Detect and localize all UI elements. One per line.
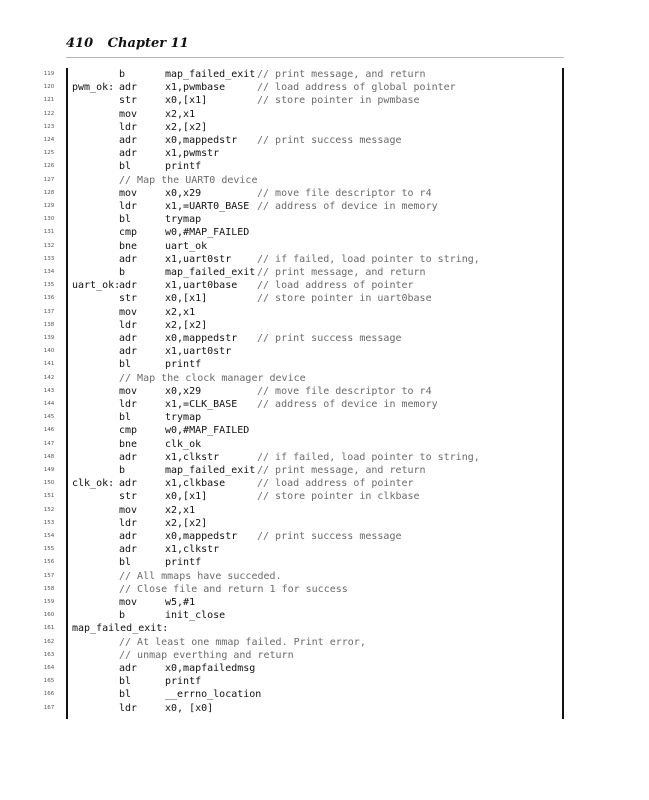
code-listing: [0, 68, 649, 720]
inline-comment: // address of device in memory: [257, 399, 438, 410]
instruction-mnemonic: adr: [119, 478, 138, 490]
instruction-operands: x0,x29: [165, 385, 202, 397]
chapter-title: Chapter 11: [107, 36, 189, 51]
instruction-operands: printf: [165, 161, 202, 173]
line-number: 150: [43, 480, 55, 487]
line-number: 146: [43, 427, 55, 434]
inline-comment: // print success message: [257, 531, 402, 542]
instruction-operands: clk_ok: [165, 438, 202, 450]
code-line: [0, 556, 560, 569]
line-number: 147: [43, 440, 55, 447]
instruction-mnemonic: cmp: [119, 227, 138, 239]
line-number: 138: [43, 321, 55, 328]
instruction-operands: w5,#1: [165, 597, 196, 608]
code-line: [0, 649, 560, 662]
instruction-operands: map_failed_exit: [165, 267, 256, 278]
line-number: 122: [43, 110, 55, 117]
instruction-mnemonic: b: [119, 267, 126, 278]
instruction-operands: x0,[x1]: [165, 293, 208, 305]
line-number: 127: [43, 176, 55, 183]
instruction-mnemonic: bne: [119, 240, 138, 252]
code-line: [0, 358, 560, 371]
instruction-mnemonic: adr: [119, 253, 138, 265]
code-line: [0, 253, 560, 266]
instruction-operands: x2,x1: [165, 108, 196, 120]
code-line: [0, 240, 560, 253]
inline-comment: // if failed, load pointer to string,: [257, 451, 480, 463]
comment-line: // Close file and return 1 for success: [119, 583, 348, 595]
line-number: 163: [43, 651, 55, 658]
code-line: [0, 570, 560, 583]
instruction-mnemonic: bl: [119, 161, 132, 173]
instruction-mnemonic: adr: [119, 148, 138, 160]
code-line: [0, 292, 560, 305]
line-number: 136: [43, 295, 55, 302]
instruction-operands: x1,clkstr: [165, 544, 220, 556]
line-number: 133: [43, 255, 55, 262]
line-number: 155: [43, 546, 55, 553]
instruction-operands: x0,[x1]: [165, 491, 208, 503]
line-number: 130: [43, 216, 55, 223]
instruction-operands: trymap: [165, 412, 202, 424]
line-number: 135: [43, 282, 55, 289]
instruction-operands: x0,mappedstr: [165, 333, 238, 344]
code-line: [0, 68, 560, 81]
code-line: [0, 702, 560, 715]
instruction-operands: __errno_location: [165, 689, 262, 701]
instruction-mnemonic: bne: [119, 438, 138, 450]
inline-comment: // load address of global pointer: [257, 82, 456, 94]
instruction-operands: x1,pwmstr: [165, 148, 220, 160]
instruction-mnemonic: ldr: [119, 319, 138, 331]
instruction-mnemonic: bl: [119, 676, 132, 688]
line-number: 166: [43, 691, 55, 698]
code-line: [0, 517, 560, 530]
inline-comment: // print success message: [257, 135, 402, 146]
code-line: [0, 622, 560, 635]
instruction-operands: x0,[x1]: [165, 95, 208, 107]
inline-comment: // load address of pointer: [257, 478, 414, 490]
line-number: 126: [43, 163, 55, 170]
inline-comment: // store pointer in pwmbase: [257, 95, 420, 107]
code-line: [0, 108, 560, 121]
line-number: 158: [43, 585, 55, 592]
line-number: 143: [43, 387, 55, 394]
instruction-mnemonic: b: [119, 465, 126, 476]
code-line: [0, 345, 560, 358]
comment-line: // All mmaps have succeded.: [119, 570, 282, 582]
instruction-operands: printf: [165, 557, 202, 569]
instruction-mnemonic: ldr: [119, 121, 138, 133]
line-number: 139: [43, 335, 55, 341]
code-line: [0, 81, 560, 94]
instruction-operands: x2,[x2]: [165, 121, 208, 133]
instruction-operands: x1,uart0str: [165, 253, 232, 265]
instruction-mnemonic: adr: [119, 663, 138, 674]
instruction-operands: x1,pwmbase: [165, 82, 226, 94]
instruction-operands: map_failed_exit: [165, 465, 256, 476]
instruction-operands: x1,clkbase: [165, 478, 226, 490]
instruction-mnemonic: bl: [119, 557, 132, 569]
instruction-operands: x2,[x2]: [165, 517, 208, 529]
code-line: [0, 187, 560, 200]
instruction-operands: x2,[x2]: [165, 319, 208, 331]
code-label: uart_ok:: [72, 280, 121, 292]
comment-line: // At least one mmap failed. Print error,: [119, 636, 366, 648]
inline-comment: // print message, and return: [257, 267, 426, 278]
instruction-operands: x0,mapfailedmsg: [165, 663, 256, 674]
line-number: 153: [43, 519, 55, 526]
line-number: 134: [43, 269, 55, 275]
instruction-mnemonic: mov: [119, 504, 138, 516]
instruction-operands: printf: [165, 676, 202, 688]
line-number: 137: [43, 308, 55, 315]
instruction-mnemonic: adr: [119, 544, 138, 556]
line-number: 129: [43, 203, 55, 209]
instruction-mnemonic: bl: [119, 689, 132, 701]
inline-comment: // load address of pointer: [257, 280, 414, 292]
code-line: [0, 609, 560, 622]
instruction-mnemonic: ldr: [119, 399, 138, 410]
line-number: 157: [43, 572, 55, 579]
code-line: [0, 174, 560, 187]
line-number: 167: [43, 704, 55, 711]
code-line: [0, 372, 560, 385]
inline-comment: // store pointer in clkbase: [257, 491, 420, 503]
line-number: 145: [43, 414, 55, 421]
code-line: [0, 411, 560, 424]
line-number: 151: [43, 493, 55, 500]
line-number: 162: [43, 638, 55, 645]
code-line: [0, 213, 560, 226]
code-line: [0, 398, 560, 411]
code-line: [0, 94, 560, 107]
instruction-mnemonic: ldr: [119, 517, 138, 529]
instruction-operands: uart_ok: [165, 240, 208, 252]
instruction-mnemonic: adr: [119, 451, 138, 463]
code-line: [0, 319, 560, 332]
code-line: [0, 385, 560, 398]
line-number: 161: [43, 625, 55, 632]
instruction-mnemonic: mov: [119, 108, 138, 120]
instruction-mnemonic: adr: [119, 346, 138, 358]
line-number: 124: [43, 137, 55, 143]
code-label: pwm_ok:: [72, 82, 115, 94]
instruction-operands: x2,x1: [165, 306, 196, 318]
line-number: 144: [43, 401, 55, 407]
inline-comment: // print message, and return: [257, 69, 426, 80]
instruction-mnemonic: mov: [119, 385, 138, 397]
code-line: [0, 279, 560, 292]
instruction-operands: x2,x1: [165, 504, 196, 516]
code-line: [0, 464, 560, 477]
code-line: [0, 543, 560, 556]
line-number: 159: [43, 599, 55, 605]
line-number: 156: [43, 559, 55, 566]
code-line: [0, 134, 560, 147]
instruction-mnemonic: adr: [119, 82, 138, 94]
line-number: 120: [43, 84, 55, 91]
inline-comment: // print success message: [257, 333, 402, 344]
line-number: 123: [43, 123, 55, 130]
code-line: [0, 266, 560, 279]
instruction-mnemonic: bl: [119, 359, 132, 371]
code-line: [0, 636, 560, 649]
line-number: 149: [43, 467, 55, 473]
code-line: [0, 200, 560, 213]
instruction-operands: printf: [165, 359, 202, 371]
page-number: 410: [66, 36, 94, 51]
code-line: [0, 438, 560, 451]
instruction-mnemonic: mov: [119, 597, 138, 608]
header-rule: [66, 57, 564, 58]
code-line: [0, 332, 560, 345]
instruction-operands: w0,#MAP_FAILED: [165, 227, 250, 239]
instruction-operands: x1,=UART0_BASE: [165, 201, 250, 212]
line-number: 131: [43, 229, 55, 236]
instruction-operands: x0,x29: [165, 187, 202, 199]
line-number: 154: [43, 533, 55, 539]
line-number: 164: [43, 665, 55, 671]
page-header: [66, 36, 189, 51]
instruction-operands: x1,uart0str: [165, 346, 232, 358]
line-number: 132: [43, 242, 55, 249]
instruction-mnemonic: ldr: [119, 201, 138, 212]
line-number: 165: [43, 678, 55, 685]
instruction-mnemonic: str: [119, 95, 138, 107]
instruction-mnemonic: bl: [119, 412, 132, 424]
code-label: map_failed_exit:: [72, 623, 169, 635]
line-number: 121: [43, 97, 55, 104]
line-number: 119: [43, 71, 55, 77]
instruction-mnemonic: adr: [119, 135, 138, 146]
instruction-operands: map_failed_exit: [165, 69, 256, 80]
instruction-mnemonic: str: [119, 293, 138, 305]
instruction-mnemonic: adr: [119, 531, 138, 542]
instruction-operands: trymap: [165, 214, 202, 226]
instruction-operands: w0,#MAP_FAILED: [165, 425, 250, 437]
code-line: [0, 662, 560, 675]
instruction-mnemonic: adr: [119, 333, 138, 344]
code-line: [0, 675, 560, 688]
inline-comment: // move file descriptor to r4: [257, 187, 432, 199]
code-line: [0, 504, 560, 517]
instruction-mnemonic: ldr: [119, 702, 138, 714]
code-listing-right-bar: [562, 68, 564, 719]
instruction-mnemonic: b: [119, 69, 126, 80]
instruction-operands: init_close: [165, 610, 226, 622]
line-number: 128: [43, 189, 55, 196]
line-number: 148: [43, 453, 55, 460]
code-line: [0, 160, 560, 173]
line-number: 141: [43, 361, 55, 368]
comment-line: // unmap everthing and return: [119, 649, 294, 661]
instruction-mnemonic: cmp: [119, 425, 138, 437]
instruction-operands: x1,uart0base: [165, 280, 238, 292]
code-line: [0, 451, 560, 464]
code-line: [0, 226, 560, 239]
instruction-mnemonic: str: [119, 491, 138, 503]
line-number: 142: [43, 374, 55, 381]
line-number: 140: [43, 348, 55, 355]
instruction-mnemonic: adr: [119, 280, 138, 292]
code-line: [0, 530, 560, 543]
instruction-operands: x1,=CLK_BASE: [165, 399, 238, 410]
code-line: [0, 688, 560, 701]
inline-comment: // move file descriptor to r4: [257, 385, 432, 397]
code-line: [0, 306, 560, 319]
instruction-operands: x0, [x0]: [165, 702, 214, 714]
inline-comment: // store pointer in uart0base: [257, 293, 432, 305]
instruction-operands: x0,mappedstr: [165, 531, 238, 542]
code-line: [0, 147, 560, 160]
instruction-mnemonic: bl: [119, 214, 132, 226]
code-line: [0, 477, 560, 490]
inline-comment: // print message, and return: [257, 465, 426, 476]
instruction-mnemonic: mov: [119, 306, 138, 318]
inline-comment: // address of device in memory: [257, 201, 438, 212]
line-number: 125: [43, 150, 55, 157]
line-number: 152: [43, 506, 55, 513]
instruction-operands: x0,mappedstr: [165, 135, 238, 146]
instruction-mnemonic: mov: [119, 187, 138, 199]
instruction-mnemonic: b: [119, 610, 126, 622]
code-line: [0, 490, 560, 503]
code-line: [0, 596, 560, 609]
inline-comment: // if failed, load pointer to string,: [257, 253, 480, 265]
code-line: [0, 583, 560, 596]
line-number: 160: [43, 612, 55, 619]
code-label: clk_ok:: [72, 478, 115, 490]
code-line: [0, 424, 560, 437]
comment-line: // Map the UART0 device: [119, 174, 258, 186]
code-line: [0, 121, 560, 134]
comment-line: // Map the clock manager device: [119, 372, 306, 384]
instruction-operands: x1,clkstr: [165, 451, 220, 463]
